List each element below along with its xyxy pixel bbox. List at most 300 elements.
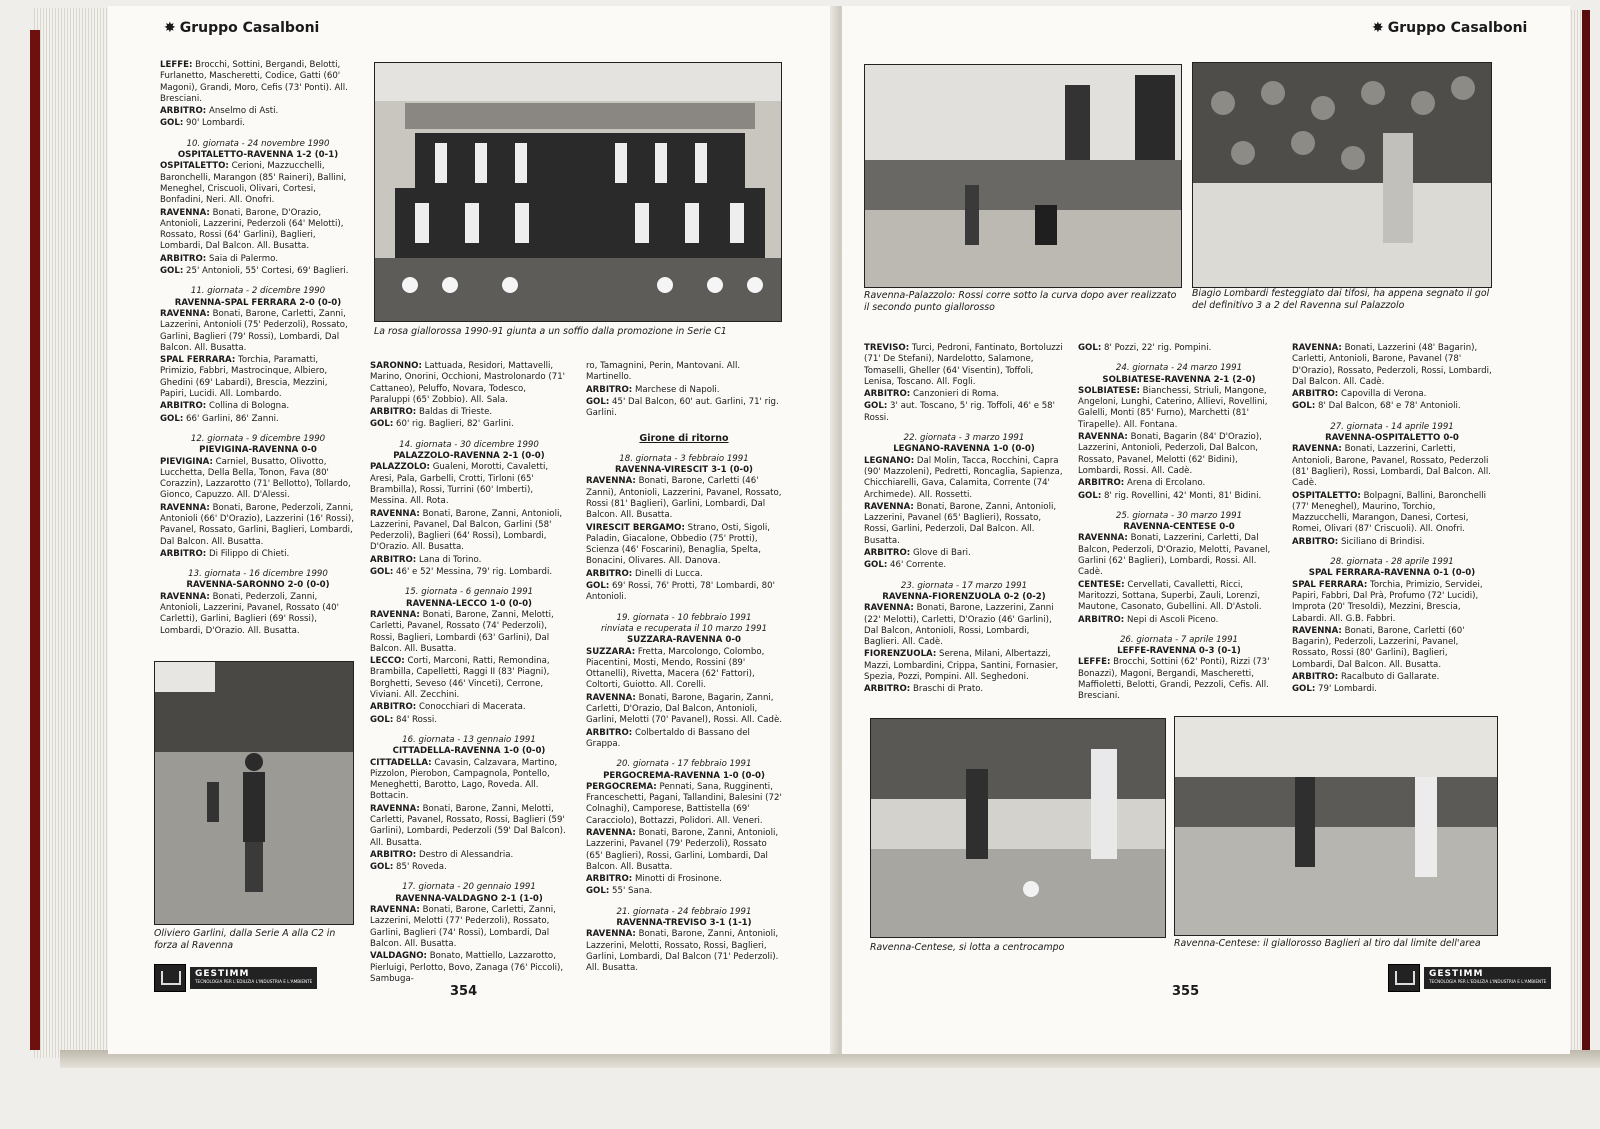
lineup-line: [864, 548, 1064, 559]
left-header-title: Gruppo Casalboni: [179, 20, 320, 36]
match-title: RAVENNA-LECCO 1-0 (0-0): [406, 598, 532, 609]
match-report: [160, 139, 356, 278]
lineup-text: Torchia, Primizio, Servidei, Papiri, Fabbri, Dal Prà, Profumo (72' Lucidi), Improta (20' Tresoldi), Mezzini, Brescia, Labardi. All. G.B. Fabbri.: [1292, 579, 1483, 624]
team-label: LEGNANO:: [864, 455, 915, 466]
lineup-line: [586, 728, 782, 751]
team-label: GOL:: [1292, 401, 1316, 412]
page-edges-left: [34, 8, 114, 1058]
team-label: VIRESCIT BERGAMO:: [586, 522, 685, 533]
team-label: RAVENNA:: [864, 603, 914, 614]
lineup-line: [586, 782, 782, 827]
lineup-text: Cervellati, Cavalletti, Ricci, Maritozzi, Sottana, Superbi, Zauli, Lorenzi, Mautone, Casonato, Gubellini. All. D'Astoli.: [1078, 579, 1262, 613]
match-date: 17. giornata - 20 gennaio 1991: [402, 882, 536, 893]
team-label: SARONNO:: [370, 361, 422, 371]
match-title: PIEVIGINA-RAVENNA 0-0: [199, 445, 317, 456]
lineup-line: [370, 715, 568, 726]
lineup-line: [370, 656, 568, 701]
cover-spine-left: [30, 30, 40, 1050]
right-sponsor-name: GESTIMM: [1429, 969, 1484, 979]
lineup-line: [1078, 657, 1280, 702]
team-label: GOL:: [586, 581, 610, 592]
team-label: PALAZZOLO:: [370, 462, 430, 473]
lineup-text: Bonati, Bagarin (84' D'Orazio), Lazzerini, Antonioli, Pederzoli, Dal Balcon, Rossato, Pavanel, Melotti (62' Bidini), Lombardi, Rossi. All. Cadè.: [1078, 432, 1262, 476]
team-label: RAVENNA:: [370, 609, 420, 620]
lineup-text: ro, Tamagnini, Perin, Mantovani. All. Martinello.: [586, 361, 741, 383]
match-title: RAVENNA-VIRESCIT 3-1 (0-0): [615, 465, 753, 476]
lineup-text: 46' Corrente.: [890, 560, 947, 571]
match-date: 25. giornata - 30 marzo 1991: [1115, 510, 1243, 521]
lineup-line: [370, 407, 568, 418]
team-label: RAVENNA:: [586, 827, 636, 838]
lineup-text: Bianchessi, Striuli, Mangone, Angeloni, Lunghi, Caterino, Allievi, Rovellini, Galelli, Monti (85' Furno), Marchetti (81' Tirapelle). All. Fontana.: [1078, 385, 1268, 430]
lineup-line: [864, 603, 1064, 648]
lineup-text: Bonato, Mattiello, Lazzarotto, Pierluigi, Perlotto, Bovo, Zanaga (76' Piccoli), Sambuga-: [370, 951, 564, 984]
team-label: ARBITRO:: [586, 384, 633, 395]
match-date: 21. giornata - 24 febbraio 1991: [616, 906, 752, 917]
team-label: GOL:: [160, 413, 184, 424]
palazzolo-photo-image: [865, 65, 1181, 287]
right-page: [842, 6, 1570, 1054]
lineup-text: Braschi di Prato.: [912, 684, 984, 695]
match-date: 26. giornata - 7 aprile 1991: [1119, 634, 1239, 645]
centese-caption-1: Ravenna-Centese, si lotta a centrocampo: [870, 942, 1065, 953]
gestimm-logo-icon-right: [1388, 964, 1420, 992]
page-edges-right: [1568, 10, 1582, 1060]
team-label: GOL:: [864, 560, 888, 571]
team-label: PIEVIGINA:: [160, 456, 213, 467]
lineup-line: [864, 343, 1064, 388]
lineup-text: Bonati, Pederzoli, Zanni, Antonioli, Lazzerini, Pavanel, Rossato (40' Carletti), Garlini, Baglieri (69' Rossi), Lombardi, D'Orazio. All. Busatta.: [160, 591, 339, 636]
lineup-line: [1292, 491, 1492, 536]
lineup-text: Gualeni, Morotti, Cavaletti, Aresi, Pala, Garbelli, Crotti, Tirloni (65' Brambilla), Rossi, Turrini (60' Imberti), Messina. All. Rota.: [370, 462, 549, 507]
centese-photo-1: [870, 718, 1166, 938]
lineup-text: Cavasin, Calzavara, Martino, Pizzolon, Pierobon, Campagnola, Pontello, Meneghetti, Barotto, Lago, Roveda. All. Bottacin.: [370, 757, 558, 802]
match-date: 14. giornata - 30 dicembre 1990: [399, 439, 539, 450]
right-column-3: [1292, 343, 1492, 697]
team-label: VALDAGNO:: [370, 951, 427, 962]
team-label: PERGOCREMA:: [586, 781, 657, 792]
casalboni-logo-icon-right: ✸: [1372, 20, 1384, 36]
lineup-line: [586, 647, 782, 692]
team-label: RAVENNA:: [1078, 533, 1128, 544]
lineup-line: [160, 549, 356, 560]
lineup-text: 84' Rossi.: [396, 714, 437, 725]
match-report: [1292, 422, 1492, 548]
lineup-line: [864, 401, 1064, 424]
lineup-text: Conocchiari di Macerata.: [418, 702, 526, 713]
team-label: ARBITRO:: [160, 106, 207, 117]
lineup-text: Pennati, Sana, Rugginenti, Franceschetti, Pagani, Tallandini, Balesini (72' Colnaghi), Camporese, Battistella (69' Caracciolo), Bottazzi, Polidori. All. Veneri.: [586, 781, 782, 826]
lineup-line: [1078, 343, 1280, 354]
match-date: 18. giornata - 3 febbraio 1991: [619, 453, 749, 464]
lineup-line: [160, 161, 356, 206]
right-page-number: 355: [1172, 984, 1200, 999]
lineup-text: 60' rig. Baglieri, 82' Garlini.: [396, 419, 514, 430]
team-label: RAVENNA:: [160, 591, 210, 602]
match-date: 20. giornata - 17 febbraio 1991: [616, 759, 752, 770]
right-header: [1372, 20, 1527, 36]
match-date: 19. giornata - 10 febbraio 1991: [616, 612, 752, 623]
lineup-text: 85' Roveda.: [396, 862, 447, 873]
lineup-line: [586, 385, 782, 396]
team-label: ARBITRO:: [160, 253, 207, 264]
garlini-photo-image: [155, 662, 353, 924]
team-label: ARBITRO:: [1292, 389, 1339, 400]
match-report: [586, 454, 782, 604]
lineup-line: [160, 592, 356, 637]
team-label: GOL:: [1292, 684, 1316, 695]
lineup-line: [370, 419, 568, 430]
team-label: ARBITRO:: [1078, 614, 1125, 625]
lineup-line: [864, 502, 1064, 547]
lineup-text: Turci, Pedroni, Fantinato, Bortoluzzi (71' De Stefani), Nardelotto, Salamone, Tomaselli, Gheller (64' Visentin), Toffoli, Lenisa, Toscano. All. Fogli.: [864, 343, 1063, 387]
lineup-line: [1078, 533, 1280, 578]
team-label: LEFFE:: [1078, 657, 1111, 668]
team-label: TREVISO:: [864, 343, 910, 353]
team-label: RAVENNA:: [370, 803, 420, 814]
lineup-line: [1292, 389, 1492, 400]
match-title: RAVENNA-OSPITALETTO 0-0: [1325, 433, 1459, 444]
lineup-text: 8' Dal Balcon, 68' e 78' Antonioli.: [1318, 401, 1461, 412]
section-heading: Girone di ritorno: [639, 433, 729, 445]
lineup-text: 79' Lombardi.: [1318, 684, 1377, 695]
match-date: 12. giornata - 9 dicembre 1990: [190, 433, 326, 444]
lineup-line: [160, 457, 356, 502]
lineup-line: [864, 649, 1064, 683]
garlini-caption: Oliviero Garlini, dalla Serie A alla C2 in forza al Ravenna: [154, 928, 336, 951]
lineup-line: [160, 254, 356, 265]
lineup-line: [586, 523, 782, 568]
match-report: [1078, 635, 1280, 703]
casalboni-logo-icon: ✸: [164, 20, 176, 36]
lineup-text: Anselmo di Asti.: [208, 106, 279, 117]
lineup-text: Destro di Alessandria.: [418, 849, 514, 860]
lineup-text: Cerioni, Mazzucchelli, Baronchelli, Marangon (85' Raineri), Ballini, Meneghel, Criscuoli, Olivari, Cortesi, Bonfadini, Neri. All. Onofri.: [160, 161, 347, 206]
lineup-line: [160, 355, 356, 400]
lineup-text: Bonati, Barone, Carletti (46' Zanni), Antonioli, Lazzerini, Pavanel, Rossato, Rossi (81' Baglieri), Garlini, Lombardi, Dal Balcon. All. Busatta.: [586, 476, 782, 521]
team-label: RAVENNA:: [586, 476, 636, 487]
match-report: [586, 759, 782, 898]
team-label: ARBITRO:: [1078, 478, 1125, 489]
team-photo: [374, 62, 782, 322]
match-report: [864, 581, 1064, 696]
match-report: [1292, 557, 1492, 696]
match-report: [370, 882, 568, 985]
lineup-line: [160, 208, 356, 253]
left-sponsor-text: [190, 967, 317, 989]
lineup-line: [160, 266, 356, 277]
match-date: 10. giornata - 24 novembre 1990: [186, 138, 330, 149]
lineup-line: [586, 828, 782, 873]
lineup-text: Bonati, Barone, Zanni, Melotti, Carletti, Pavanel, Rossato (74' Pederzoli), Rossi, Baglieri, Lombardi (63' Garlini), Dal Balcon. All. Busatta.: [370, 609, 554, 654]
left-sponsor-name: GESTIMM: [195, 969, 250, 979]
lineup-line: [1292, 537, 1492, 548]
match-report: [370, 587, 568, 726]
team-label: GOL:: [1078, 343, 1102, 353]
centese-photo-2-image: [1175, 717, 1497, 935]
team-label: RAVENNA:: [160, 308, 210, 319]
team-label: SUZZARA:: [586, 646, 636, 657]
lineup-text: Baldas di Trieste.: [418, 407, 493, 418]
lineup-text: Siciliano di Brindisi.: [1340, 536, 1425, 547]
lineup-text: 90' Lombardi.: [186, 118, 245, 129]
team-label: ARBITRO:: [586, 874, 633, 885]
right-column-2: [1078, 343, 1280, 704]
lineup-line: [370, 905, 568, 950]
lineup-text: Strano, Osti, Sigoli, Paladin, Giacalone, Obbedio (75' Protti), Scienza (46' Foscarini), Benaglia, Spelta, Bonacini, Olivares. All. Danova.: [586, 522, 770, 567]
lineup-line: [586, 361, 782, 384]
match-date: 15. giornata - 6 gennaio 1991: [404, 587, 534, 598]
team-label: RAVENNA:: [370, 905, 420, 916]
team-photo-caption: La rosa giallorossa 1990-91 giunta a un soffio dalla promozione in Serie C1: [374, 326, 727, 337]
match-date: 23. giornata - 17 marzo 1991: [900, 580, 1028, 591]
lineup-text: Bonati, Lazzerini, Carletti, Dal Balcon, Pederzoli, D'Orazio, Melotti, Pavanel, Garlini (62' Baglieri), Lombardi, Rossi. All. Cadè.: [1078, 533, 1271, 578]
team-label: ARBITRO:: [160, 548, 207, 559]
team-label: ARBITRO:: [864, 389, 911, 400]
lineup-text: Lattuada, Residori, Mattavelli, Marino, Onorini, Occhioni, Mastrolonardo (71' Cattaneo), Peluffo, Novara, Todesco, Paraluppi (65' Zobbio). All. Sala.: [370, 361, 566, 405]
lineup-text: Torchia, Paramatti, Primizio, Fabbri, Mastrocinque, Albiero, Ghedini (69' Labardi), Brescia, Mezzini, Papiri, Lucidi. All. Lombardo.: [160, 355, 328, 400]
right-header-title: Gruppo Casalboni: [1387, 20, 1528, 36]
lineup-line: [1078, 386, 1280, 431]
palazzolo-caption: Ravenna-Palazzolo: Rossi corre sotto la curva dopo aver realizzato il secondo punto giallorosso: [864, 290, 1177, 313]
left-header: [164, 20, 319, 36]
lineup-line: [160, 106, 356, 117]
lineup-text: Bonati, Barone, Carletti, Zanni, Lazzerini, Melotti (77' Pederzoli), Rossato, Garlini, Baglieri (74' Rossi), Lombardi, Dal Balcon. All. Busatta.: [370, 905, 556, 949]
match-report: [370, 440, 568, 579]
lineup-line: [370, 555, 568, 566]
lineup-line: [586, 874, 782, 885]
lineup-line: [1078, 491, 1280, 502]
match-date: 27. giornata - 14 aprile 1991: [1330, 421, 1454, 432]
match-date: 11. giornata - 2 dicembre 1990: [190, 286, 326, 297]
lineup-line: [160, 309, 356, 354]
lineup-line: [370, 804, 568, 849]
lineup-text: 45' Dal Balcon, 60' aut. Garlini, 71' rig. Garlini.: [586, 396, 779, 419]
lineup-line: [370, 758, 568, 803]
lineup-line: [1292, 626, 1492, 671]
team-label: SOLBIATESE:: [1078, 385, 1140, 396]
lineup-text: Bonati, Barone, Zanni, Antonioli, Lazzerini, Pavanel (65' Baglieri), Rossato, Rossi, Garlini, Pederzoli, Dal Balcon. All. Busatta.: [864, 501, 1057, 546]
lineup-text: Bonati, Barone, Carletti (60' Bagarin), Pederzoli, Lazzerini, Pavanel, Rossato, Rossi (80' Garlini), Baglieri, Lombardi, Dal Balcon. All. Busatta.: [1292, 625, 1465, 670]
team-label: CITTADELLA:: [370, 757, 432, 768]
lineup-text: Bonati, Lazzerini (48' Bagarin), Carletti, Antonioli, Barone, Pavanel (78' D'Orazio), Rossato, Pederzoli, Rossi, Lombardi, Dal Balcon. All. Cadè.: [1292, 343, 1492, 387]
match-report: [1078, 511, 1280, 626]
lineup-line: [1292, 444, 1492, 489]
lineup-text: Di Filippo di Chieti.: [208, 548, 290, 559]
match-title: RAVENNA-SARONNO 2-0 (0-0): [186, 580, 330, 591]
lineup-line: [160, 60, 356, 105]
gestimm-logo-icon: [154, 964, 186, 992]
lineup-text: Dal Molin, Tacca, Rocchini, Capra (90' Mazzoleni), Pedretti, Roncaglia, Sapienza, Chicchiarelli, Gava, Calamita, Corrente (74' Archimede). All. Rossetti.: [864, 455, 1063, 500]
lineup-line: [160, 118, 356, 129]
lineup-text: Brocchi, Sottini (62' Ponti), Rizzi (73' Bonazzi), Magoni, Bergandi, Mascheretti, Maffioletti, Belotti, Grandi, Pezzoli, Cefis. All. Bresciani.: [1078, 657, 1270, 702]
lineup-line: [1292, 401, 1492, 412]
match-title: RAVENNA-CENTESE 0-0: [1123, 522, 1235, 533]
lineup-text: Corti, Marconi, Ratti, Remondina, Brambilla, Capelletti, Raggi II (83' Piagni), Borghetti, Seveso (46' Vinceti), Cerrone, Viviani. All. Zecchini.: [370, 656, 550, 701]
match-date: 13. giornata - 16 dicembre 1990: [188, 569, 328, 580]
lombardi-caption: Biagio Lombardi festeggiato dai tifosi, ha appena segnato il gol del definitivo 3 a 2 del Ravenna sul Palazzolo: [1192, 288, 1490, 311]
cover-spine-right: [1582, 10, 1590, 1060]
team-label: RAVENNA:: [370, 508, 420, 519]
team-label: RAVENNA:: [1078, 432, 1128, 443]
match-date: 22. giornata - 3 marzo 1991: [903, 433, 1025, 444]
palazzolo-photo: [864, 64, 1182, 288]
team-label: SPAL FERRARA:: [160, 355, 236, 366]
centese-photo-1-image: [871, 719, 1165, 937]
lineup-line: [370, 702, 568, 713]
lineup-line: [864, 684, 1064, 695]
team-label: GOL:: [370, 714, 394, 725]
match-title: SUZZARA-RAVENNA 0-0: [627, 635, 741, 646]
lineup-line: [864, 456, 1064, 501]
team-label: ARBITRO:: [1292, 672, 1339, 683]
lineup-line: [1292, 672, 1492, 683]
lineup-line: [370, 951, 568, 985]
lineup-text: 8' Pozzi, 22' rig. Pompini.: [1104, 343, 1212, 353]
match-title: SOLBIATESE-RAVENNA 2-1 (2-0): [1102, 374, 1256, 385]
lineup-line: [1078, 615, 1280, 626]
lineup-line: [160, 503, 356, 548]
lineup-line: [370, 850, 568, 861]
lineup-line: [586, 569, 782, 580]
lineup-text: Bonati, Lazzerini, Carletti, Antonioli, Barone, Pavanel, Rossato, Pederzoli (81' Baglieri), Rossi, Lombardi, Dal Balcon. All. Cadè.: [1292, 444, 1491, 489]
team-label: GOL:: [1078, 490, 1102, 501]
lineup-text: Carniel, Busatto, Olivotto, Lucchetta, Della Bella, Tonon, Fava (80' Corazzin), Lazzarotto (71' Bellotto), Tollardo, Gionco, Capuzzo. All. D'Alessi.: [160, 456, 351, 501]
lombardi-photo-image: [1193, 63, 1491, 287]
team-label: GOL:: [864, 401, 888, 412]
lineup-text: Dinelli di Lucca.: [634, 568, 703, 579]
left-page: [108, 6, 838, 1054]
lineup-line: [586, 886, 782, 897]
lineup-text: Brocchi, Sottini, Bergandi, Belotti, Furlanetto, Mascheretti, Codice, Gatti (60' Magoni), Grandi, Moro, Cefis (73' Ponti). All. Bresciani.: [160, 60, 348, 104]
match-report: [864, 433, 1064, 572]
lineup-line: [370, 509, 568, 554]
lineup-line: [370, 567, 568, 578]
lineup-text: Arena di Ercolano.: [1126, 478, 1206, 489]
lineup-text: 46' e 52' Messina, 79' rig. Lombardi.: [396, 567, 553, 578]
team-label: GOL:: [160, 266, 184, 277]
lineup-text: 66' Garlini, 86' Zanni.: [186, 413, 279, 424]
team-label: GOL:: [370, 567, 394, 578]
lineup-line: [864, 389, 1064, 400]
lineup-line: [1292, 343, 1492, 388]
lineup-text: Collina di Bologna.: [208, 401, 290, 412]
team-label: RAVENNA:: [160, 502, 210, 513]
garlini-photo: [154, 661, 354, 925]
team-label: ARBITRO:: [370, 407, 417, 418]
lineup-text: Bonati, Barone, Bagarin, Zanni, Carletti, D'Orazio, Dal Balcon, Antonioli, Garlini, Melotti (70' Pavanel), Rossi. All. Cadè.: [586, 692, 782, 726]
left-column-2: [370, 361, 568, 986]
lineup-text: 3' aut. Toscano, 5' rig. Toffoli, 46' e 58' Rossi.: [864, 401, 1056, 423]
left-column-3: [586, 361, 782, 976]
right-sponsor-tagline: TECNOLOGIA PER L'EDILIZIA L'INDUSTRIA E L'AMBIENTE: [1429, 979, 1547, 984]
match-title: LEFFE-RAVENNA 0-3 (0-1): [1117, 646, 1241, 657]
right-column-1: [864, 343, 1064, 697]
lineup-line: [1078, 432, 1280, 477]
lineup-text: Bonati, Barone, Pederzoli, Zanni, Antonioli (66' D'Orazio), Lazzerini (16' Rossi), Pavanel, Rossato, Garlini, Baglieri, Lombardi, Dal Balcon. All. Busatta.: [160, 502, 354, 547]
match-report: [370, 735, 568, 874]
lineup-line: [370, 610, 568, 655]
lineup-line: [160, 414, 356, 425]
team-label: RAVENNA:: [1292, 625, 1342, 636]
team-label: ARBITRO:: [370, 702, 417, 713]
team-label: RAVENNA:: [586, 929, 636, 940]
team-label: ARBITRO:: [1292, 536, 1339, 547]
right-sponsor: [1388, 964, 1551, 992]
lineup-line: [586, 693, 782, 727]
match-report: [160, 569, 356, 637]
lineup-text: Bonati, Barone, Lazzerini, Zanni (22' Melotti), Carletti, D'Orazio (46' Garlini), Dal Balcon, Antonioli, Rossi, Lombardi, Baglieri. All. Cadè.: [864, 603, 1054, 648]
match-title: OSPITALETTO-RAVENNA 1-2 (0-1): [177, 150, 339, 161]
team-label: ARBITRO:: [864, 684, 911, 695]
lineup-text: Bonati, Barone, Carletti, Zanni, Lazzerini, Antonioli (75' Pederzoli), Rossato, Garlini, Baglieri (79' Rossi), Lombardi, Dal Balcon. All. Busatta.: [160, 308, 348, 353]
match-date: 28. giornata - 28 aprile 1991: [1330, 557, 1454, 568]
lineup-text: Colbertaldo di Bassano del Grappa.: [586, 727, 750, 749]
lineup-text: Bonati, Barone, Zanni, Antonioli, Lazzerini, Pavanel, Dal Balcon, Garlini (58' Pederzoli), Baglieri (64' Rossi), Lombardi, D'Orazio. All. Busatta.: [370, 508, 563, 553]
team-label: ARBITRO:: [370, 554, 417, 565]
team-label: RAVENNA:: [160, 207, 210, 218]
team-label: CENTESE:: [1078, 579, 1125, 590]
right-sponsor-text: [1424, 967, 1551, 989]
team-label: GOL:: [370, 862, 394, 873]
match-title: RAVENNA-TREVISO 3-1 (1-1): [616, 918, 752, 929]
lineup-line: [1078, 478, 1280, 489]
lineup-text: 69' Rossi, 76' Protti, 78' Lombardi, 80' Antonioli.: [586, 581, 775, 603]
lineup-text: Bonati, Barone, D'Orazio, Antonioli, Lazzerini, Pederzoli (64' Melotti), Rossato, Rossi (64' Garlini), Baglieri, Lombardi, Dal Balcon. All. Busatta.: [160, 207, 344, 252]
lineup-line: [864, 560, 1064, 571]
lineup-text: Lana di Torino.: [418, 554, 482, 565]
match-title: CITTADELLA-RAVENNA 1-0 (0-0): [392, 746, 546, 757]
lineup-text: Fretta, Marcolongo, Colombo, Piacentini, Mosti, Mendo, Rossini (89' Ottanelli), Rivetta, Macera (62' Fattori), Coltorti, Guiotto. All. Corelli.: [586, 646, 765, 691]
lineup-line: [1292, 580, 1492, 625]
lombardi-photo: [1192, 62, 1492, 288]
left-page-number: 354: [450, 984, 478, 999]
team-label: LEFFE:: [160, 60, 193, 70]
team-label: FIORENZUOLA:: [864, 649, 937, 660]
lineup-text: Nepi di Ascoli Piceno.: [1126, 614, 1219, 625]
match-title: LEGNANO-RAVENNA 1-0 (0-0): [893, 444, 1035, 455]
left-sponsor: [154, 964, 317, 992]
team-label: RAVENNA:: [586, 692, 636, 703]
team-label: OSPITALETTO:: [1292, 490, 1361, 501]
lineup-text: Canzonieri di Roma.: [912, 389, 1000, 400]
lineup-line: [370, 862, 568, 873]
centese-caption-2: Ravenna-Centese: il giallorosso Baglieri al tiro dal limite dell'area: [1174, 938, 1481, 949]
lineup-line: [160, 401, 356, 412]
lineup-line: [370, 361, 568, 406]
match-title: RAVENNA-VALDAGNO 2-1 (1-0): [395, 893, 543, 904]
lineup-text: Serena, Milani, Albertazzi, Mazzi, Lombardini, Crippa, Santini, Fornasier, Spezia, Pozzi, Pompini. All. Seghedoni.: [864, 649, 1059, 683]
lineup-line: [370, 462, 568, 507]
match-title: RAVENNA-FIORENZUOLA 0-2 (0-2): [882, 591, 1046, 602]
team-label: SPAL FERRARA:: [1292, 579, 1368, 590]
match-report: [160, 434, 356, 560]
lineup-text: 25' Antonioli, 55' Cortesi, 69' Baglieri.: [186, 266, 349, 277]
team-label: GOL:: [160, 118, 184, 129]
lineup-line: [586, 476, 782, 521]
lineup-line: [586, 929, 782, 974]
team-label: ARBITRO:: [586, 727, 633, 738]
lineup-line: [1292, 684, 1492, 695]
match-title: SPAL FERRARA-RAVENNA 0-1 (0-0): [1308, 568, 1476, 579]
team-label: RAVENNA:: [1292, 343, 1342, 353]
team-label: ARBITRO:: [370, 849, 417, 860]
team-label: GOL:: [586, 886, 610, 897]
lineup-text: Saia di Palermo.: [208, 253, 278, 264]
team-label: RAVENNA:: [1292, 444, 1342, 455]
match-report: [1078, 363, 1280, 502]
team-label: LECCO:: [370, 656, 405, 667]
